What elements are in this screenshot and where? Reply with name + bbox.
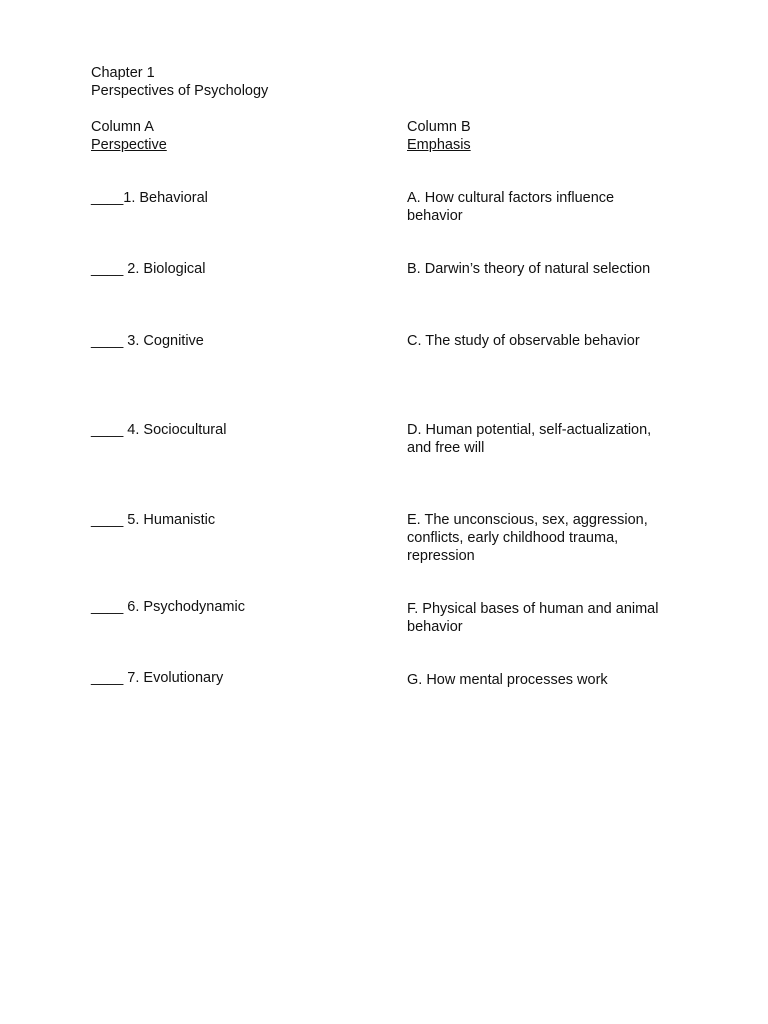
column-a-title: Column A (91, 119, 154, 135)
document-header (91, 64, 268, 100)
chapter-label: Chapter 1 (91, 65, 155, 81)
emphasis-line: behavior (407, 208, 463, 224)
perspective-item-1: ____1. Behavioral (91, 190, 208, 206)
emphasis-item-b (407, 260, 697, 278)
emphasis-line: conflicts, early childhood trauma, (407, 530, 619, 546)
emphasis-line: E. The unconscious, sex, aggression, (407, 512, 648, 528)
emphasis-item-a (407, 189, 697, 225)
column-b-header (407, 118, 697, 154)
emphasis-line: repression (407, 548, 475, 564)
perspective-item-6: ____ 6. Psychodynamic (91, 599, 245, 615)
perspective-item-4: ____ 4. Sociocultural (91, 422, 227, 438)
perspective-item-5: ____ 5. Humanistic (91, 512, 216, 528)
emphasis-line: behavior (407, 619, 463, 635)
emphasis-line: A. How cultural factors influence (407, 190, 615, 206)
emphasis-item-f (407, 600, 697, 636)
emphasis-item-d (407, 421, 697, 457)
column-a-heading: Perspective (91, 137, 167, 153)
emphasis-line: and free will (407, 440, 485, 456)
perspective-item-3: ____ 3. Cognitive (91, 333, 204, 349)
emphasis-item-e (407, 511, 697, 565)
column-a-header (91, 118, 167, 154)
emphasis-item-g (407, 671, 697, 689)
emphasis-line: D. Human potential, self-actualization, (407, 422, 652, 438)
emphasis-line: G. How mental processes work (407, 672, 608, 688)
emphasis-line: B. Darwin’s theory of natural selection (407, 261, 651, 277)
emphasis-item-c (407, 332, 697, 350)
column-b-heading: Emphasis (407, 137, 471, 153)
document-title: Perspectives of Psychology (91, 83, 269, 99)
perspective-item-7: ____ 7. Evolutionary (91, 670, 224, 686)
emphasis-line: C. The study of observable behavior (407, 333, 640, 349)
perspective-item-2: ____ 2. Biological (91, 261, 206, 277)
emphasis-line: F. Physical bases of human and animal (407, 601, 659, 617)
column-b-title: Column B (407, 119, 471, 135)
